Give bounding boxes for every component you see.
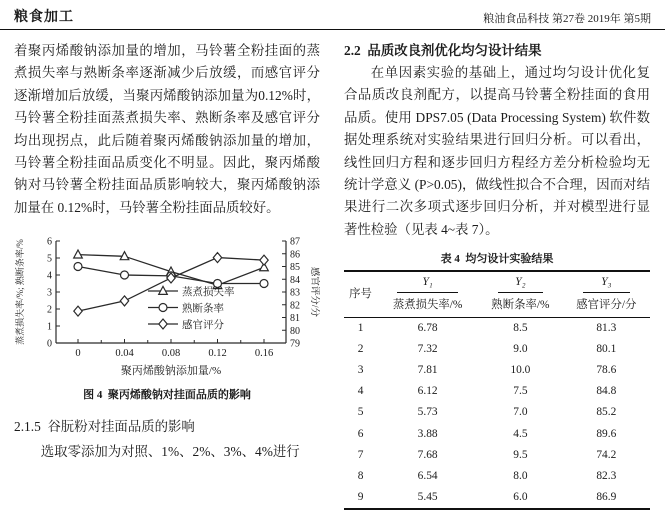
table-group-header-y3: Y₃ bbox=[563, 271, 650, 295]
left-column bbox=[14, 40, 320, 510]
table-cell: 6.78 bbox=[417, 321, 438, 334]
table-cell: 8.5 bbox=[513, 321, 528, 334]
left-axis-tick-label: 2 bbox=[47, 304, 52, 316]
dual-axis-line-chart bbox=[14, 231, 320, 379]
x-axis-title: 聚丙烯酸钠添加量/% bbox=[120, 365, 222, 378]
table-cell: 5.45 bbox=[417, 491, 438, 504]
table-cell: 74.2 bbox=[596, 448, 617, 461]
diamond-marker bbox=[74, 306, 82, 316]
table-group-header-y2: Y₂ bbox=[478, 271, 563, 295]
table-subheader-sensory-score: 感官评分/分 bbox=[563, 295, 650, 317]
x-axis-tick-label: 0.12 bbox=[208, 348, 227, 360]
table-cell: 7.0 bbox=[513, 406, 528, 419]
circle-marker bbox=[74, 263, 82, 271]
two-column-body bbox=[0, 30, 665, 510]
left-axis-tick-label: 3 bbox=[47, 287, 52, 299]
table-row bbox=[344, 339, 650, 360]
body-paragraph-left-2: 选取零添加为对照、1%、2%、3%、4%进行 bbox=[40, 444, 300, 460]
table-row bbox=[344, 487, 650, 509]
table-cell: 10.0 bbox=[510, 364, 531, 377]
left-axis-tick-label: 1 bbox=[47, 321, 52, 333]
table-row bbox=[344, 445, 650, 466]
table-cell: 3.88 bbox=[417, 427, 438, 440]
circle-marker bbox=[260, 280, 268, 288]
x-axis-tick-label: 0 bbox=[75, 348, 81, 360]
table-cell: 5 bbox=[357, 406, 364, 419]
section-heading-2-1-5: 2.1.5 谷朊粉对挂面品质的影响 bbox=[14, 419, 195, 435]
table-cell: 4.5 bbox=[513, 427, 528, 440]
table-cell: 5.73 bbox=[417, 406, 438, 419]
right-axis-tick-label: 84 bbox=[290, 275, 300, 286]
table-cell: 80.1 bbox=[596, 342, 617, 355]
left-axis-tick-label: 0 bbox=[47, 338, 52, 350]
table-row bbox=[344, 424, 650, 445]
figure-4-caption: 图 4 聚丙烯酸钠对挂面品质的影响 bbox=[83, 389, 251, 402]
diamond-marker bbox=[120, 296, 128, 306]
table-cell: 85.2 bbox=[596, 406, 617, 419]
table-row bbox=[344, 466, 650, 487]
right-axis-tick-label: 79 bbox=[290, 338, 300, 350]
diamond-marker bbox=[159, 319, 167, 329]
table-cell: 7.81 bbox=[417, 364, 438, 377]
diamond-marker bbox=[260, 255, 268, 265]
circle-marker bbox=[159, 304, 167, 312]
table-cell: 9.5 bbox=[513, 448, 528, 461]
table-4-body bbox=[344, 317, 650, 509]
legend-label: 蒸煮损失率 bbox=[182, 287, 235, 299]
right-axis-tick-label: 81 bbox=[290, 313, 300, 325]
table-group-header-y1: Y₁ bbox=[377, 271, 478, 295]
table-cell: 84.8 bbox=[596, 385, 617, 398]
table-cell: 89.6 bbox=[596, 427, 617, 440]
table-cell: 6.12 bbox=[417, 385, 438, 398]
table-cell: 7.32 bbox=[417, 342, 438, 355]
table-row bbox=[344, 360, 650, 381]
table-cell: 4 bbox=[357, 385, 364, 398]
table-cell: 7.68 bbox=[417, 448, 438, 461]
table-row bbox=[344, 381, 650, 402]
right-axis-tick-label: 80 bbox=[290, 326, 300, 337]
section-heading-2-2: 2.2 品质改良剂优化均匀设计结果 bbox=[344, 43, 542, 58]
x-axis-tick-label: 0.04 bbox=[115, 348, 134, 360]
triangle-marker bbox=[74, 250, 83, 258]
table-row bbox=[344, 317, 650, 339]
table-cell: 82.3 bbox=[596, 470, 617, 483]
right-axis-tick-label: 82 bbox=[290, 300, 300, 312]
table-cell: 81.3 bbox=[596, 321, 617, 334]
left-axis-tick-label: 5 bbox=[47, 253, 52, 265]
table-cell: 8 bbox=[357, 470, 364, 483]
column-section-label: 粮食加工 bbox=[14, 10, 74, 25]
right-column bbox=[344, 40, 650, 510]
table-cell: 6.54 bbox=[417, 470, 438, 483]
right-axis-title: 感官评分/分 bbox=[309, 267, 319, 318]
table-cell: 3 bbox=[357, 364, 364, 377]
left-axis-tick-label: 4 bbox=[47, 270, 52, 282]
table-cell: 78.6 bbox=[596, 364, 617, 377]
table-cell: 7 bbox=[357, 448, 364, 461]
table-cell: 7.5 bbox=[513, 385, 528, 398]
figure-4-chart bbox=[14, 231, 320, 384]
table-cell: 9 bbox=[357, 491, 364, 504]
left-axis-title: 蒸煮损失率/%; 熟断条率/% bbox=[15, 239, 25, 346]
table-cell: 86.9 bbox=[596, 491, 617, 504]
table-subheader-broken-rate: 熟断条率/% bbox=[478, 295, 563, 317]
right-axis-tick-label: 87 bbox=[290, 236, 300, 248]
table-row bbox=[344, 402, 650, 423]
table-cell: 1 bbox=[357, 321, 364, 334]
legend-label: 感官评分 bbox=[182, 320, 224, 332]
left-axis-tick-label: 6 bbox=[47, 236, 52, 248]
legend-label: 熟断条率 bbox=[182, 303, 224, 315]
right-axis-tick-label: 86 bbox=[290, 249, 300, 261]
circle-marker bbox=[121, 271, 129, 279]
x-axis-tick-label: 0.16 bbox=[254, 348, 274, 360]
table-4-header bbox=[344, 271, 650, 317]
table-corner-header: 序号 bbox=[344, 271, 377, 317]
right-axis-tick-label: 85 bbox=[290, 262, 300, 274]
table-subheader-cooking-loss: 蒸煮损失率/% bbox=[377, 295, 478, 317]
body-paragraph-right: 在单因素实验的基础上，通过均匀设计优化复合品质改良剂配方，以提高马铃薯全粉挂面的食用品质。使用 DPS7.05 (Data Processing System) 软件数据处理系统对实验结果进行回归分析。可以看出，线性回归方程和逐步回归方程经方差分析检验均无统计学意义 (P>0.05)，做线性拟合不合理，因而对结果进行二次多项式逐步回归分析，并对模型进行显著性检验（见表 4~表 7）。 bbox=[344, 65, 650, 237]
table-cell: 2 bbox=[357, 342, 364, 355]
table-4-caption: 表 4 均匀设计实验结果 bbox=[440, 253, 554, 266]
page-header bbox=[0, 0, 665, 30]
table-cell: 6 bbox=[357, 427, 364, 440]
table-cell: 9.0 bbox=[513, 342, 528, 355]
journal-volume-info: 粮油食品科技 第27卷 2019年 第5期 bbox=[483, 13, 651, 25]
series-line-diamond bbox=[78, 258, 264, 312]
table-4 bbox=[344, 270, 650, 510]
right-axis-tick-label: 83 bbox=[290, 287, 300, 299]
diamond-marker bbox=[213, 253, 221, 263]
table-cell: 8.0 bbox=[513, 470, 528, 483]
body-paragraph-left: 着聚丙烯酸钠添加量的增加，马铃薯全粉挂面的蒸煮损失率与熟断条率逐渐减少后放缓，而感官评分逐渐增加后放缓，当聚丙烯酸钠添加量为0.12%时，马铃薯全粉挂面蒸煮损失率、熟断条率及感官评分均出现拐点，此后随着聚丙烯酸钠添加量的增加，马铃薯全粉挂面品质变化不明显。因此，聚丙烯酸钠对马铃薯全粉挂面品质影响较大，聚丙烯酸钠添加量在 0.12%时，马铃薯全粉挂面品质较好。 bbox=[14, 43, 320, 215]
table-cell: 6.0 bbox=[513, 491, 528, 504]
x-axis-tick-label: 0.08 bbox=[161, 348, 181, 360]
